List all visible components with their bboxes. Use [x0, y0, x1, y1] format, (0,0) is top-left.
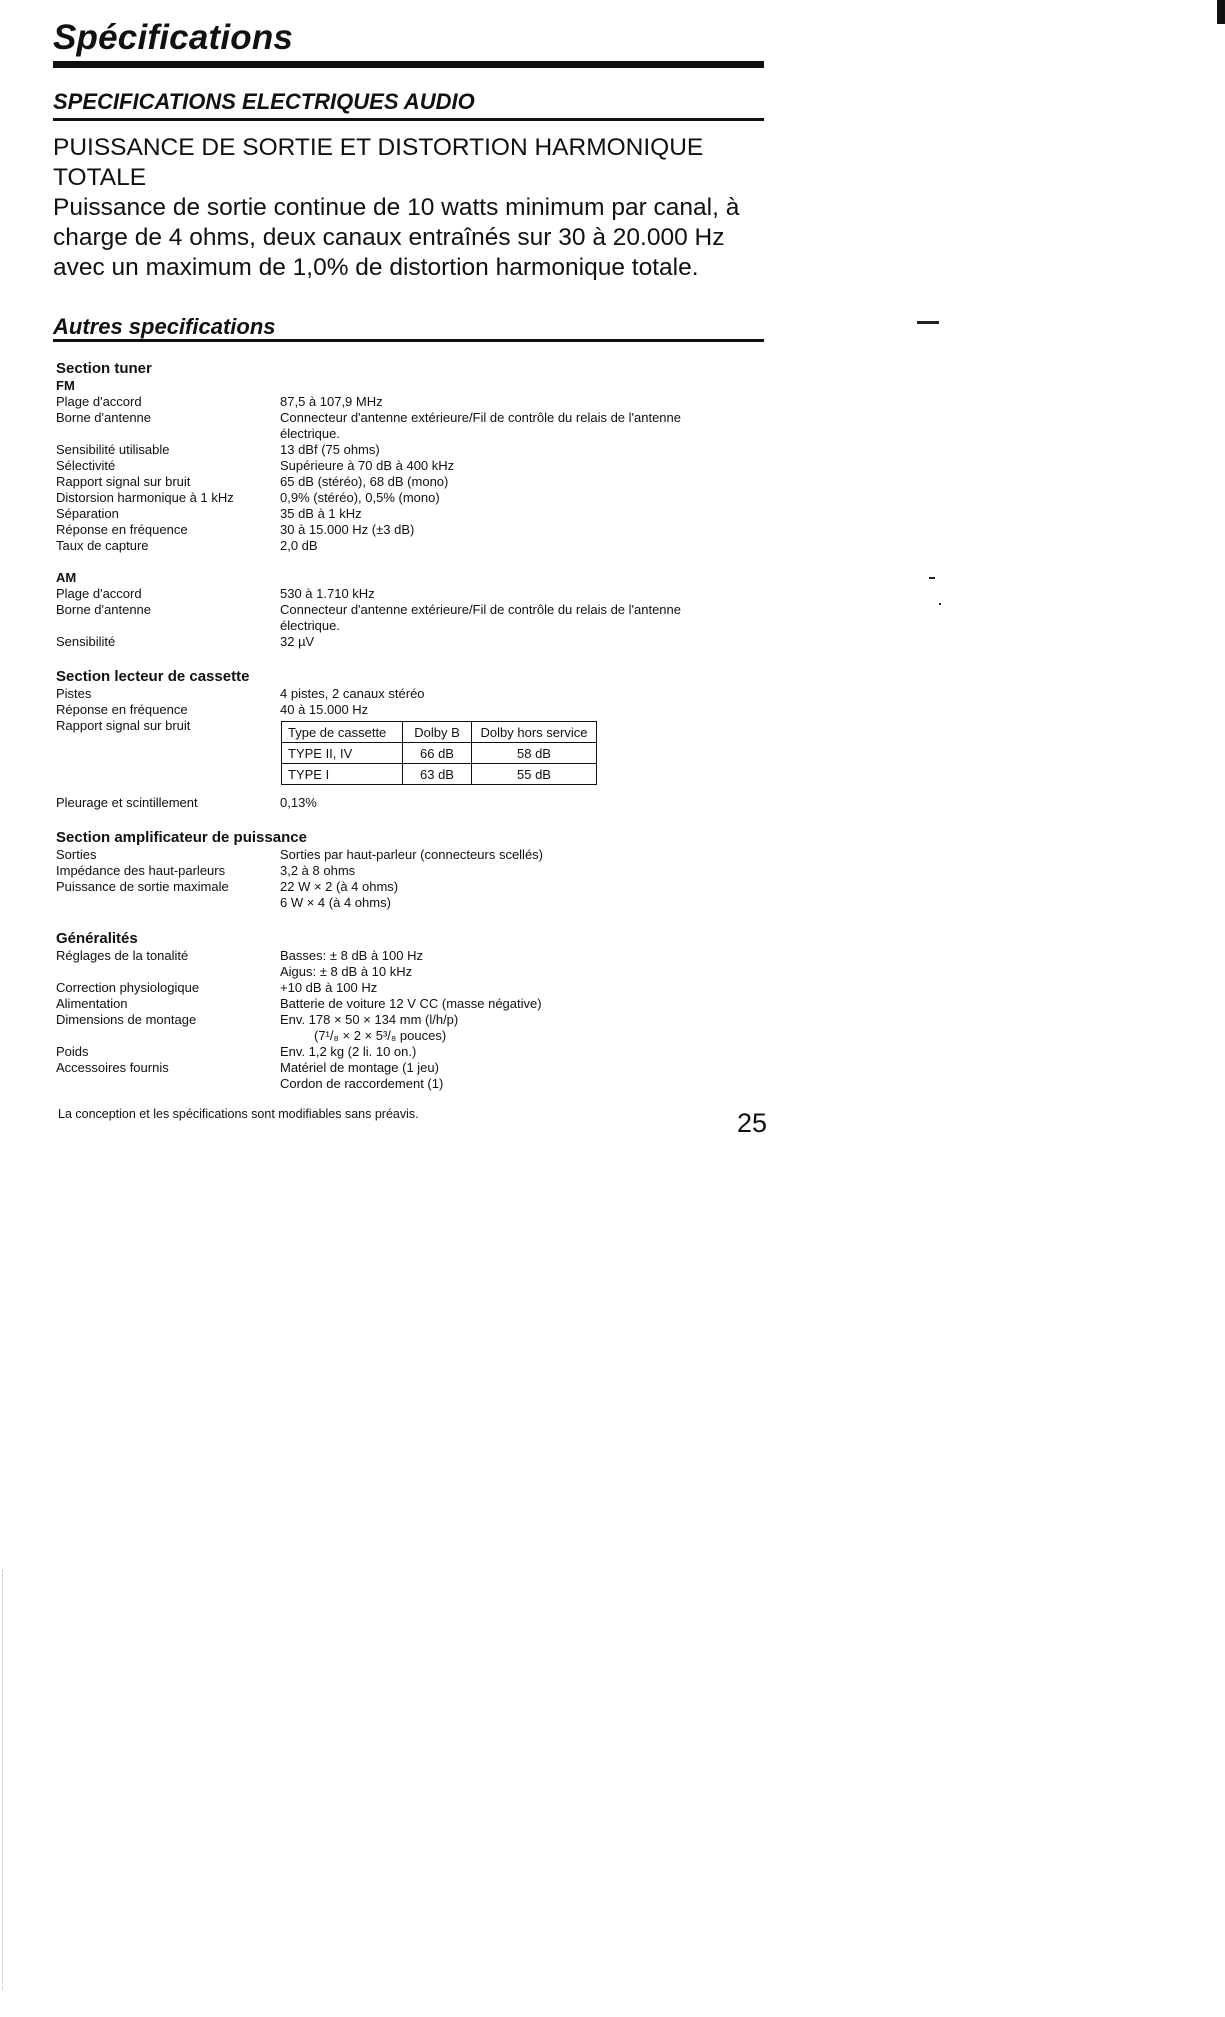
general-acc-value: Matériel de montage (1 jeu)	[280, 1060, 439, 1075]
cassette-snr-table	[281, 721, 597, 785]
page-number: 25	[737, 1108, 768, 1138]
audio-paragraph-line: Puissance de sortie continue de 10 watts minimum par canal, à	[53, 194, 740, 221]
audio-section-heading: SPECIFICATIONS ELECTRIQUES AUDIO	[53, 89, 475, 114]
amp-section-title: Section amplificateur de puissance	[56, 829, 307, 846]
fm-thd-label: Distorsion harmonique à 1 kHz	[56, 490, 234, 505]
table-row	[282, 764, 597, 785]
scan-speck	[917, 321, 939, 324]
amp-power-value-cont: 6 W × 4 (à 4 ohms)	[280, 895, 391, 910]
table-cell: 63 dB	[403, 764, 472, 785]
amp-power-value: 22 W × 2 (à 4 ohms)	[280, 879, 399, 894]
audio-subheading-line1: PUISSANCE DE SORTIE ET DISTORTION HARMONIQUE	[53, 134, 704, 161]
fm-borne-value-cont: électrique.	[280, 426, 340, 441]
general-dim-value-cont: (7¹/₈ × 2 × 5³/₈ pouces)	[314, 1028, 447, 1043]
table-cell: 58 dB	[472, 743, 597, 764]
general-tone-value: Basses: ± 8 dB à 100 Hz	[280, 948, 423, 963]
general-loud-label: Correction physiologique	[56, 980, 200, 995]
table-cell: TYPE I	[282, 764, 403, 785]
cassette-wow-label-wrap	[56, 795, 198, 811]
am-plage-value: 530 à 1.710 kHz	[280, 586, 375, 601]
cassette-pistes-value: 4 pistes, 2 canaux stéréo	[280, 686, 425, 701]
general-section-title: Généralités	[56, 930, 138, 947]
fm-freq-value: 30 à 15.000 Hz (±3 dB)	[280, 522, 415, 537]
audio-subheading-line2: TOTALE	[53, 164, 147, 191]
fm-select-label: Sélectivité	[56, 458, 116, 473]
general-loud-value: +10 dB à 100 Hz	[280, 980, 378, 995]
fm-subtitle: FM	[56, 378, 75, 393]
cassette-values	[280, 686, 750, 718]
cassette-section-title: Section lecteur de cassette	[56, 668, 250, 685]
amp-sorties-label: Sorties	[56, 847, 97, 862]
general-acc-label: Accessoires fournis	[56, 1060, 169, 1075]
am-borne-value-cont: électrique.	[280, 618, 340, 633]
amp-values	[280, 847, 750, 911]
am-subtitle: AM	[56, 570, 77, 585]
general-acc-value-cont: Cordon de raccordement (1)	[280, 1076, 444, 1091]
audio-paragraph-line: avec un maximum de 1,0% de distortion harmonique totale.	[53, 254, 699, 281]
general-dim-value: Env. 178 × 50 × 134 mm (l/h/p)	[280, 1012, 459, 1027]
audio-paragraph-line: charge de 4 ohms, deux canaux entraînés sur 30 à 20.000 Hz	[53, 224, 725, 251]
fm-snr-value: 65 dB (stéréo), 68 dB (mono)	[280, 474, 449, 489]
fm-capture-label: Taux de capture	[56, 538, 149, 553]
am-borne-label: Borne d'antenne	[56, 602, 152, 617]
general-tone-value-cont: Aigus: ± 8 dB à 10 kHz	[280, 964, 413, 979]
other-specs-heading: Autres specifications	[53, 314, 276, 339]
fm-select-value: Supérieure à 70 dB à 400 kHz	[280, 458, 455, 473]
audio-section-rule	[53, 118, 764, 121]
fm-capture-value: 2,0 dB	[280, 538, 318, 553]
amp-labels	[56, 829, 307, 895]
am-sens-value: 32 µV	[280, 634, 315, 649]
fm-plage-value: 87,5 à 107,9 MHz	[280, 394, 383, 409]
tuner-section-title: Section tuner	[56, 360, 152, 377]
amp-power-label: Puissance de sortie maximale	[56, 879, 229, 894]
title-rule	[53, 61, 764, 68]
cassette-labels	[56, 668, 249, 734]
table-header-row	[282, 722, 597, 743]
audio-spec-block	[53, 133, 773, 283]
am-borne-value: Connecteur d'antenne extérieure/Fil de contrôle du relais de l'antenne	[280, 602, 682, 617]
amp-sorties-value: Sorties par haut-parleur (connecteurs scellés)	[280, 847, 544, 862]
am-sens-label: Sensibilité	[56, 634, 116, 649]
amp-imp-label: Impédance des haut-parleurs	[56, 863, 226, 878]
table-header-cell: Type de cassette	[282, 722, 403, 743]
fm-thd-value: 0,9% (stéréo), 0,5% (mono)	[280, 490, 440, 505]
cassette-pistes-label: Pistes	[56, 686, 92, 701]
fm-borne-label: Borne d'antenne	[56, 410, 152, 425]
fm-sep-value: 35 dB à 1 kHz	[280, 506, 362, 521]
am-plage-label: Plage d'accord	[56, 586, 142, 601]
cassette-freq-value: 40 à 15.000 Hz	[280, 702, 369, 717]
general-weight-label: Poids	[56, 1044, 89, 1059]
cassette-wow-label: Pleurage et scintillement	[56, 795, 198, 810]
amp-imp-value: 3,2 à 8 ohms	[280, 863, 356, 878]
cassette-freq-label: Réponse en fréquence	[56, 702, 188, 717]
fm-snr-label: Rapport signal sur bruit	[56, 474, 191, 489]
table-cell: TYPE II, IV	[282, 743, 403, 764]
scan-speck	[939, 603, 941, 605]
general-weight-value: Env. 1,2 kg (2 li. 10 on.)	[280, 1044, 417, 1059]
cassette-wow-value: 0,13%	[280, 795, 317, 810]
fm-freq-label: Réponse en fréquence	[56, 522, 188, 537]
fm-sens-label: Sensibilité utilisable	[56, 442, 170, 457]
cassette-wow-value-wrap	[280, 795, 750, 811]
fm-borne-value: Connecteur d'antenne extérieure/Fil de contrôle du relais de l'antenne	[280, 410, 682, 425]
general-power-label: Alimentation	[56, 996, 128, 1011]
general-power-value: Batterie de voiture 12 V CC (masse négative)	[280, 996, 542, 1011]
fm-sep-label: Séparation	[56, 506, 119, 521]
table-cell: 55 dB	[472, 764, 597, 785]
tuner-labels	[56, 360, 234, 650]
fm-sens-value: 13 dBf (75 ohms)	[280, 442, 380, 457]
fm-plage-label: Plage d'accord	[56, 394, 142, 409]
table-cell: 66 dB	[403, 743, 472, 764]
table-row	[282, 743, 597, 764]
cassette-snr-label: Rapport signal sur bruit	[56, 718, 191, 733]
page-title: Spécifications	[53, 18, 294, 57]
scan-edge-dots	[2, 1570, 4, 1990]
general-values	[280, 948, 750, 1092]
general-labels	[56, 930, 199, 1076]
footnote: La conception et les spécifications sont modifiables sans préavis.	[58, 1107, 419, 1121]
scan-speck	[929, 577, 935, 579]
general-tone-label: Réglages de la tonalité	[56, 948, 189, 963]
table-header-cell: Dolby hors service	[472, 722, 597, 743]
scan-edge-mark	[1217, 0, 1225, 24]
table-header-cell: Dolby B	[403, 722, 472, 743]
tuner-values	[280, 394, 750, 650]
other-specs-rule	[53, 339, 764, 342]
general-dim-label: Dimensions de montage	[56, 1012, 197, 1027]
